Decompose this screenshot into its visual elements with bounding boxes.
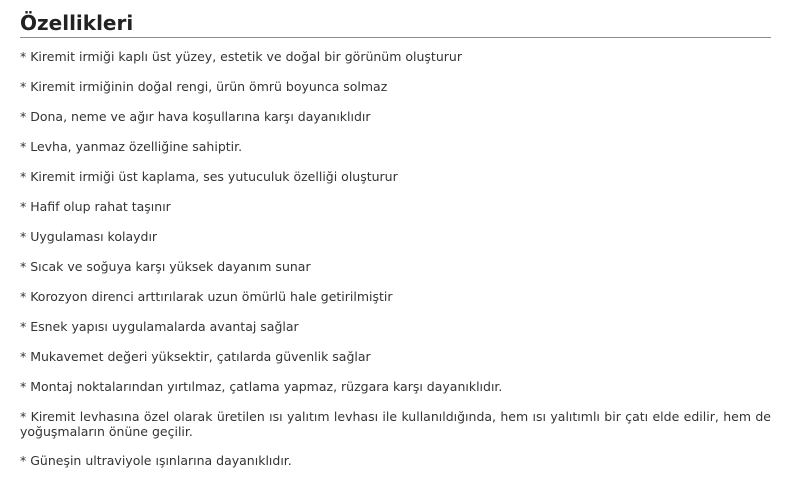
feature-item: * Hafif olup rahat taşınır [20,199,171,214]
feature-item: * Güneşin ultraviyole ışınlarına dayanıklıdır. [20,453,292,468]
feature-item: * Kiremit levhasına özel olarak üretilen ısı yalıtım levhası ile kullanıldığında, hem ısı yalıtımlı bir çatı elde edilir, hem de yoğuşmaların önüne geçilir. [20,409,771,439]
feature-item: * Mukavemet değeri yüksektir, çatılarda güvenlik sağlar [20,349,371,364]
features-list [20,49,771,483]
feature-item: * Uygulaması kolaydır [20,229,158,244]
feature-item: * Kiremit irmiği üst kaplama, ses yutuculuk özelliği oluşturur [20,169,398,184]
feature-item: * Kiremit irmiğinin doğal rengi, ürün ömrü boyunca solmaz [20,79,388,94]
feature-item: * Sıcak ve soğuya karşı yüksek dayanım sunar [20,259,311,274]
feature-item: * Montaj noktalarından yırtılmaz, çatlama yapmaz, rüzgara karşı dayanıklıdır. [20,379,503,394]
feature-item: * Levha, yanmaz özelliğine sahiptir. [20,139,243,154]
feature-item: * Korozyon direnci arttırılarak uzun ömürlü hale getirilmiştir [20,289,393,304]
feature-item: * Dona, neme ve ağır hava koşullarına karşı dayanıklıdır [20,109,371,124]
section-title: Özellikleri [20,0,771,38]
feature-item: * Kiremit irmiği kaplı üst yüzey, estetik ve doğal bir görünüm oluşturur [20,49,462,64]
feature-item: * Esnek yapısı uygulamalarda avantaj sağlar [20,319,299,334]
